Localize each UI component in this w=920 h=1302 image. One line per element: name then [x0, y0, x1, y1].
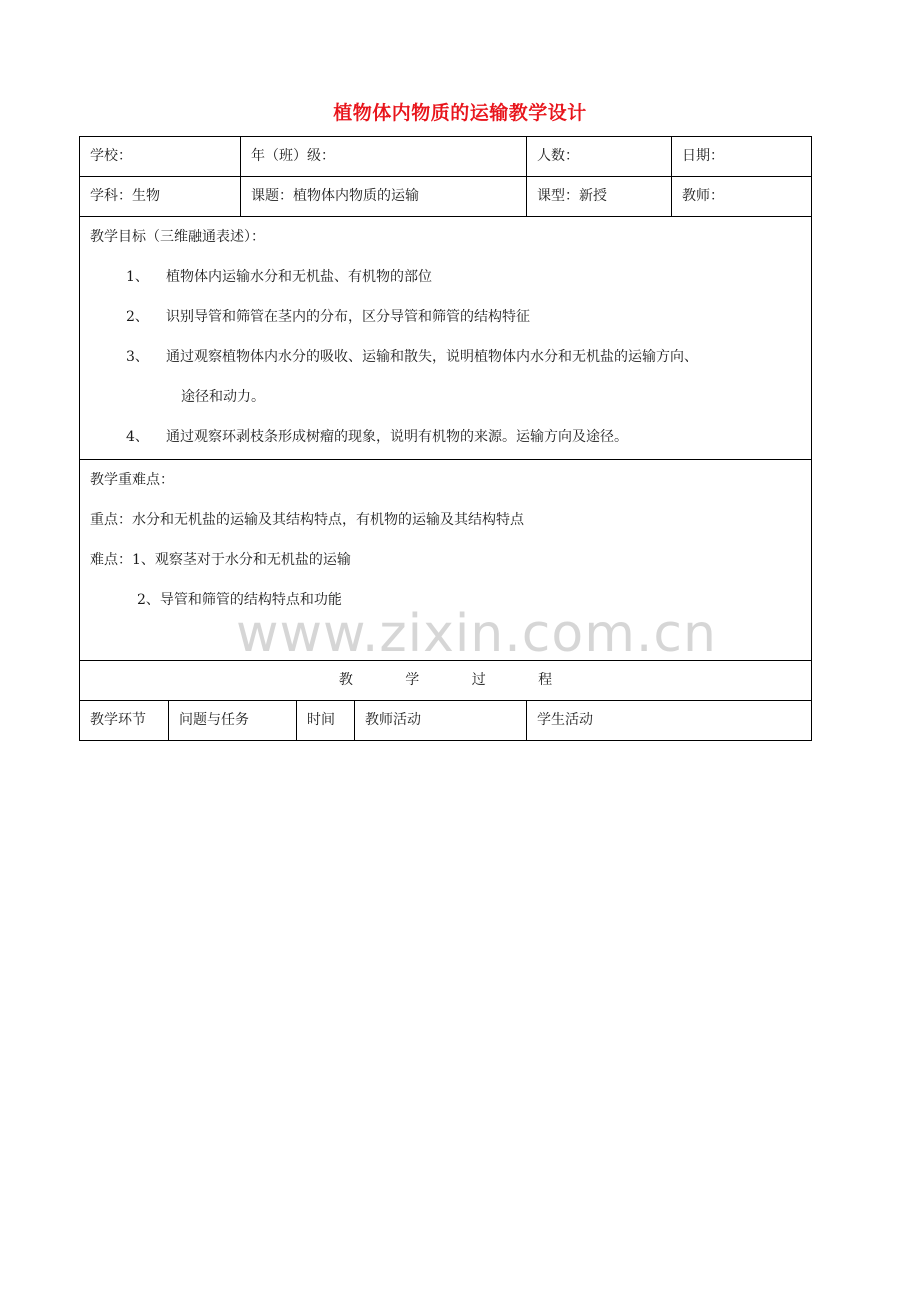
- column-header-time: 时间: [297, 701, 355, 741]
- objective-item: [90, 417, 801, 457]
- lesson-type-cell: 课型：新授: [527, 177, 672, 217]
- column-header-teacher-activity: 教师活动: [355, 701, 527, 741]
- objective-number: 4、: [126, 429, 149, 445]
- school-cell: 学校：: [80, 137, 241, 177]
- objective-number: 3、: [126, 349, 149, 365]
- objective-number: 2、: [126, 309, 149, 325]
- subject-cell: 学科：生物: [80, 177, 241, 217]
- header-row-1: [80, 137, 812, 177]
- objective-text: 识别导管和筛管在茎内的分布，区分导管和筛管的结构特征: [166, 309, 530, 325]
- header-row-2: [80, 177, 812, 217]
- topic-cell: 课题：植物体内物质的运输: [241, 177, 527, 217]
- headcount-cell: 人数：: [527, 137, 672, 177]
- process-heading-row: [80, 661, 812, 701]
- objectives-heading: 教学目标（三维融通表述）：: [90, 229, 265, 245]
- process-heading-char: 过: [471, 672, 486, 689]
- process-heading-char: 学: [405, 672, 420, 689]
- objective-text: 植物体内运输水分和无机盐、有机物的部位: [166, 269, 432, 285]
- objective-item: [90, 257, 801, 297]
- process-columns-row: [80, 701, 812, 741]
- column-header-question-task: 问题与任务: [169, 701, 297, 741]
- objectives-row: [80, 217, 812, 460]
- key-points-heading: 教学重难点：: [90, 472, 174, 488]
- process-heading: [80, 661, 812, 701]
- key-points-cell: [80, 460, 812, 661]
- process-heading-char: 教: [338, 672, 353, 689]
- key-points-row: [80, 460, 812, 661]
- teacher-cell: 教师：: [672, 177, 812, 217]
- difficulty-point-1: 难点：1、观察茎对于水分和无机盐的运输: [90, 552, 351, 568]
- lesson-plan-table: [79, 136, 812, 741]
- watermark: www.zixin.com.cn: [236, 604, 717, 664]
- difficulty-point-2: 2、导管和筛管的结构特点和功能: [137, 592, 342, 608]
- objective-text-continued: 途径和动力。: [181, 389, 265, 405]
- objective-item: [90, 297, 801, 337]
- objective-text: 通过观察环剥枝条形成树瘤的现象，说明有机物的来源。运输方向及途径。: [166, 429, 628, 445]
- objective-number: 1、: [126, 269, 149, 285]
- grade-class-cell: 年（班）级：: [241, 137, 527, 177]
- column-header-student-activity: 学生活动: [527, 701, 812, 741]
- column-header-stage: 教学环节: [80, 701, 169, 741]
- date-cell: 日期：: [672, 137, 812, 177]
- objective-item: [90, 337, 801, 377]
- objective-text: 通过观察植物体内水分的吸收、运输和散失，说明植物体内水分和无机盐的运输方向、: [166, 349, 698, 365]
- document-title: 植物体内物质的运输教学设计: [333, 102, 587, 124]
- focus-point: 重点：水分和无机盐的运输及其结构特点，有机物的运输及其结构特点: [90, 512, 524, 528]
- process-heading-char: 程: [538, 672, 553, 689]
- objectives-cell: [80, 217, 812, 460]
